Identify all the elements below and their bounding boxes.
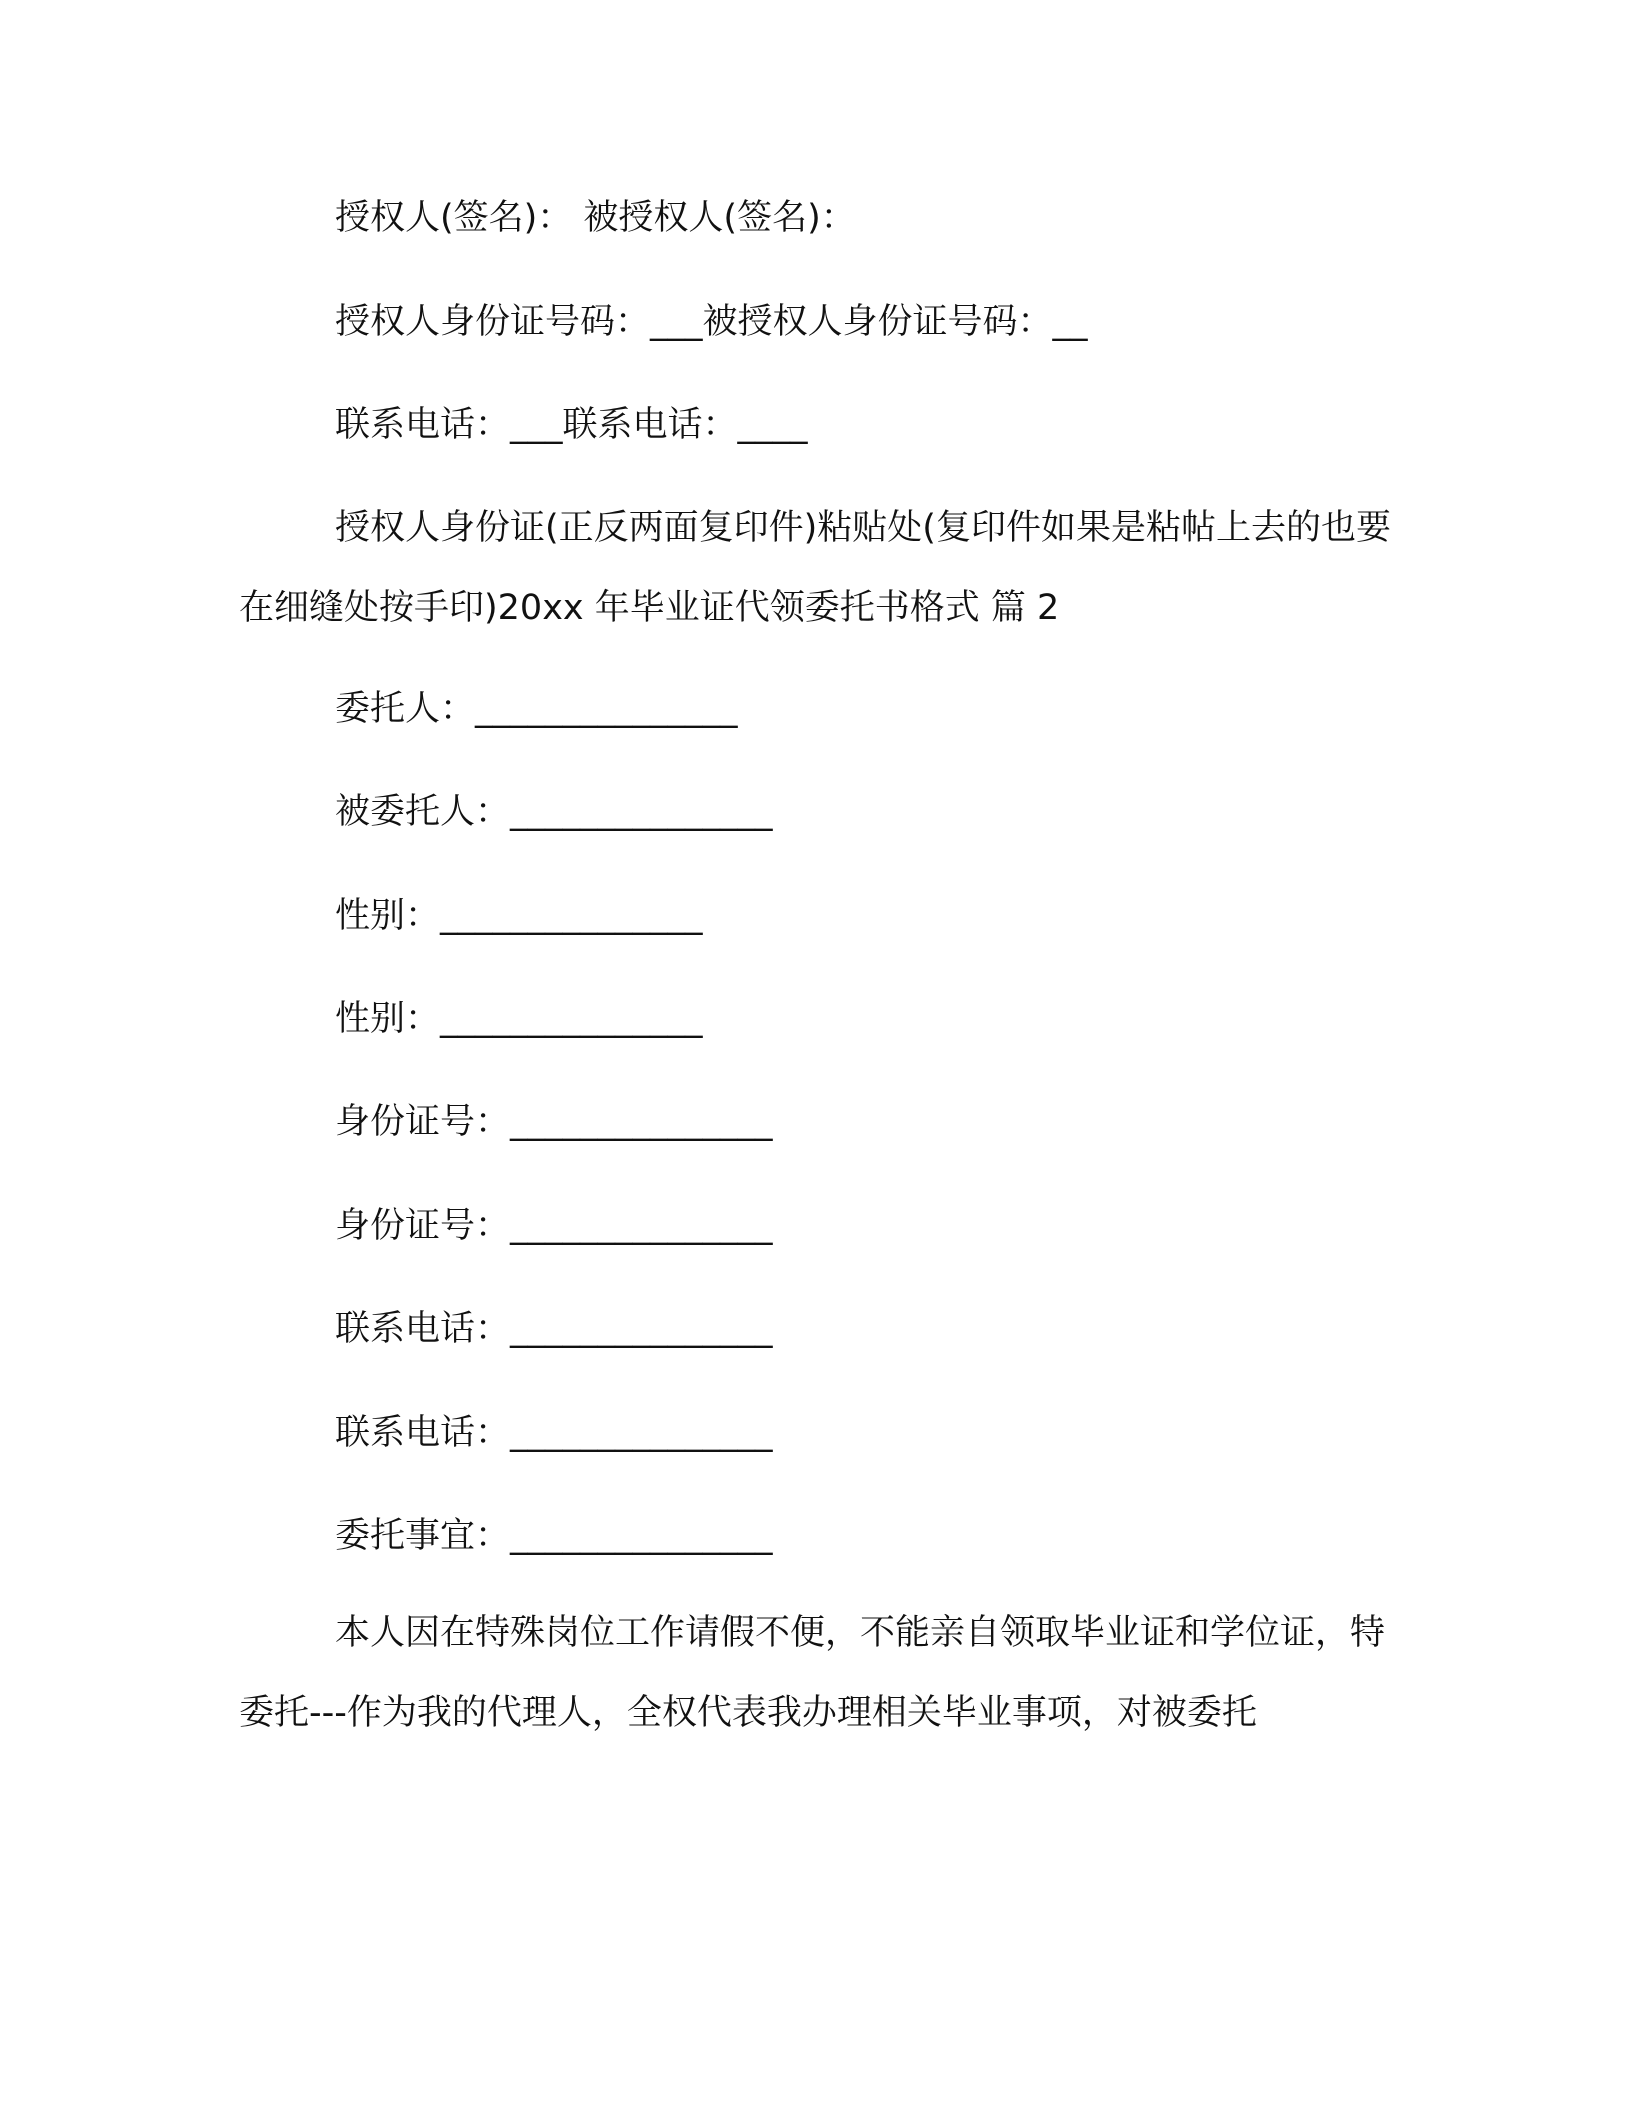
field-principal: 委托人：_______________ [335, 689, 738, 729]
field-id-number-1: 身份证号：_______________ [335, 1102, 773, 1142]
field-matter: 委托事宜：_______________ [335, 1516, 773, 1556]
id-copy-paragraph: 授权人身份证(正反两面复印件)粘贴处(复印件如果是粘帖上去的也要在细缝处按手印)20xx 年毕业证代领委托书格式 篇 2 [239, 508, 1391, 628]
phone-line: 联系电话：___联系电话：____ [335, 405, 808, 445]
field-gender-2: 性别：_______________ [335, 999, 703, 1039]
field-phone-1: 联系电话：_______________ [335, 1309, 773, 1349]
field-gender-1: 性别：_______________ [335, 896, 703, 936]
id-number-line: 授权人身份证号码：___被授权人身份证号码：__ [335, 302, 1088, 342]
field-agent: 被委托人：_______________ [335, 792, 773, 832]
field-id-number-2: 身份证号：_______________ [335, 1206, 773, 1246]
signature-line: 授权人(签名)： 被授权人(签名)： [335, 198, 856, 238]
delegation-paragraph: 本人因在特殊岗位工作请假不便，不能亲自领取毕业证和学位证，特委托---作为我的代理人，全权代表我办理相关毕业事项，对被委托 [239, 1613, 1386, 1733]
field-phone-2: 联系电话：_______________ [335, 1413, 773, 1453]
